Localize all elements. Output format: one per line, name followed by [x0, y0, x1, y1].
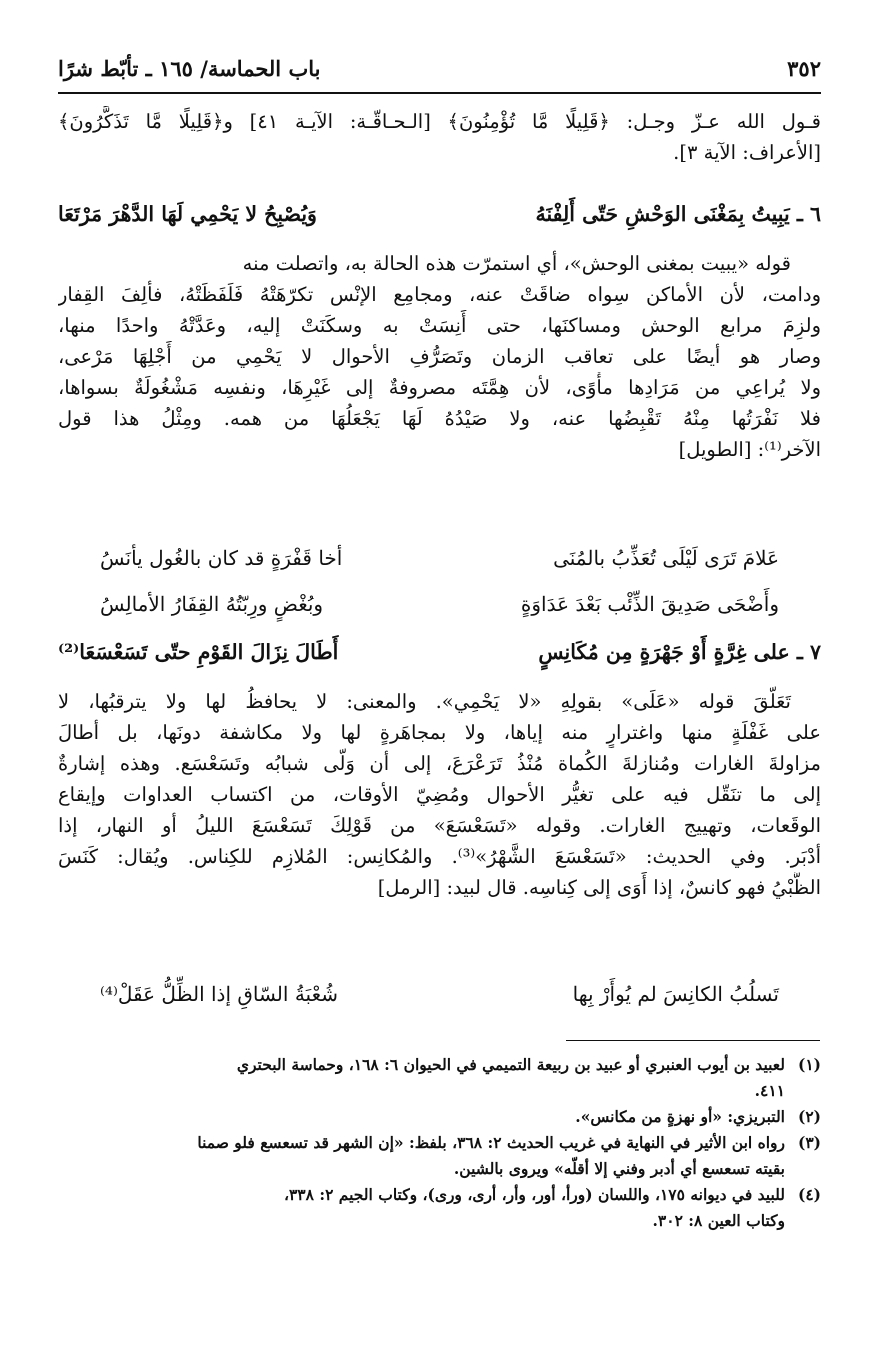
- footnote-line: بقيته تسعسع أي أدبر وفني إلا أقلّه» ويروى بالشين.: [453, 1159, 785, 1178]
- footnote-rule: [566, 1040, 820, 1041]
- poem-line: [100, 540, 779, 576]
- text-line: فلا نَفْرَتُها مِنْهُ تَقْبِضُها عنه، ولا صَيْدُهُ لَهَا يَجْعَلُهَا من همه. ومِثْلُ هذا قول: [58, 407, 821, 430]
- footnote-2: [58, 1104, 821, 1130]
- footnote-number: (١): [797, 1055, 821, 1074]
- commentary-6: [58, 248, 821, 465]
- text-line: الوقَعات، وتهييج الغارات. وقوله «تَسَعْسَعَ» من قَوْلِكَ تَسَعْسَعَ الليلُ أو النهار، إذا: [58, 814, 821, 837]
- verse-hemistich-right: وأَضْحَى صَدِيقَ الذِّئْب بَعْدَ عَدَاوَةٍ: [520, 592, 779, 616]
- page-header: [58, 50, 821, 86]
- text-line: تَعَلّقَ قوله «عَلَى» بقولِهِ «لا يَحْمِي». والمعنى: لا يحافظُ لها ولا يترقبُها، لا: [58, 690, 791, 713]
- footnotes: [58, 1052, 821, 1234]
- verse-hemistich-left: وبُغْضٍ ورِبّتُهُ القِفَارُ الأمالِسُ: [100, 592, 324, 616]
- commentary-7: [58, 686, 821, 903]
- footnote-line: لعبيد بن أيوب العنبري أو عبيد بن ربيعة التميمي في الحيوان ٦: ١٦٨، وحماسة البحتري: [236, 1055, 785, 1074]
- text-line: ولزِمَ مرابع الوحش ومساكنَها، حتى أَنِسَتْ به وسكَنَتْ إليه، وعَدَّتْهُ واحدًا منها،: [58, 314, 821, 337]
- text-line: ودامت، لأن الأماكن سِواه ضاقَتْ عنه، ومجامِع الإنْس تكرّهَتْهُ فَلَفَظَتْهُ، فألِفَ القِفار: [58, 283, 821, 306]
- footnote-1: [58, 1052, 821, 1104]
- verse-hemistich-left: شُعْبَةُ السّاقِ إذا الظِّلُّ عَقَلْ⁽⁴⁾: [100, 982, 338, 1006]
- footnote-number: (٣): [797, 1133, 821, 1152]
- footnote-number: (٢): [797, 1107, 821, 1126]
- text-line: أدْبَر. وفي الحديث: «تَسَعْسَعَ الشَّهْرُ»⁽³⁾. والمُكانِس: المُلازِم للكِناس. ويُقال: كَنَسَ: [58, 845, 821, 868]
- text-line: مزاولةَ الغارات ومُنازلةَ الكُماة مُنْذُ تَرَعْرَعَ، إلى أن وَلّى شبابُه وتَسَعْسَع. وهذه إشارةٌ: [58, 752, 821, 775]
- footnote-line: للبيد في ديوانه ١٧٥، واللسان (ورأ، أور، وأر، أرى، ورى)، وكتاب الجيم ٢: ٣٣٨،: [283, 1185, 785, 1204]
- footnote-4: [58, 1182, 821, 1234]
- verse-hemistich-left: أخا قَفْرَةٍ قد كان بالغُول يأنَسُ: [100, 546, 343, 570]
- text-line: قوله «يبيت بمغنى الوحش»، أي استمرّت هذه الحالة به، واتصلت منه: [242, 252, 791, 275]
- verse-hemistich-left: أَطَالَ نِزَالَ القَوْمِ حتّى تَسَعْسَعَا⁽²⁾: [58, 640, 339, 664]
- poem-line: [100, 976, 779, 1012]
- text-line: إلى ما تنَقّل فيه على تغيُّر الأحوال ومُضِيّ الأوقات، من اكتساب العداوات وإيقاع: [58, 783, 821, 806]
- text-line: الآخر⁽¹⁾: [الطويل]: [678, 438, 821, 461]
- running-title: باب الحماسة/ ١٦٥ ـ تأبّط شرًا: [58, 55, 321, 81]
- text-line: الظَّبْيُ فهو كانسٌ، إذا أَوَى إلى كِناسِه. قال لبيد: [الرمل]: [377, 876, 821, 899]
- footnote-number: (٤): [797, 1185, 821, 1204]
- footnote-line: ٤١١.: [754, 1081, 785, 1100]
- verse-hemistich-right: ٧ ـ على غِرَّةٍ أَوْ جَهْرَةٍ مِن مُكَانِسٍ: [538, 640, 821, 664]
- footnote-line: التبريزي: «أو نهزةٍ من مكانس».: [575, 1107, 785, 1126]
- text-line: قـول الله عـزّ وجـل: ﴿قَلِيلًا مَّا تُؤْمِنُونَ﴾ [الـحـاقّـة: الآيـة ٤١] و﴿قَلِيلًا مَّا تَذَكَّرُونَ﴾: [58, 110, 821, 133]
- poem-line: [100, 586, 779, 622]
- intro-paragraph: [58, 106, 821, 168]
- verse-hemistich-right: تَسلُبُ الكانِسَ لم يُوأَرْ بِها: [572, 982, 779, 1006]
- text-line: وصار هو أيضًا على تعاقب الزمان وتَصَرُّفِ الأحوال لا يَحْمِي من أَجْلِهَا مَرْعى،: [58, 345, 821, 368]
- footnote-line: وكتاب العين ٨: ٣٠٢.: [652, 1211, 785, 1230]
- text-line: [الأعراف: الآية ٣].: [673, 141, 821, 164]
- footnote-3: [58, 1130, 821, 1182]
- footnote-line: رواه ابن الأثير في النهاية في غريب الحديث ٢: ٣٦٨، بلفظ: «إن الشهر قد تسعسع فلو صمنا: [197, 1133, 785, 1152]
- verse-7: [58, 632, 821, 672]
- verse-hemistich-right: عَلامَ تَرَى لَيْلَى تُعَذِّبُ بالمُنَى: [553, 546, 779, 570]
- page-number: ٣٥٢: [787, 55, 821, 81]
- header-rule: [58, 92, 821, 94]
- verse-6: [58, 194, 821, 234]
- verse-hemistich-left: وَيُصْبِحُ لا يَحْمِي لَهَا الدَّهْرَ مَرْتَعَا: [58, 202, 317, 226]
- text-line: ولا يُراعِي من مَرَادِها مأْوًى، لأن هِمَّتَه مصروفةٌ إلى غَيْرِهَا، ونفسِه مَشْغُولَةٌ بسواها،: [58, 376, 821, 399]
- verse-hemistich-right: ٦ ـ يَبِيتُ بِمَغْنَى الوَحْشِ حَتّى أَلِفْنَهُ: [535, 202, 821, 226]
- text-line: على غَفْلَةٍ منها واغترارٍ منه إياها، ولا بمجاهَرةٍ لها ولا مكاشفة دونَها، بل أطالَ: [58, 721, 821, 744]
